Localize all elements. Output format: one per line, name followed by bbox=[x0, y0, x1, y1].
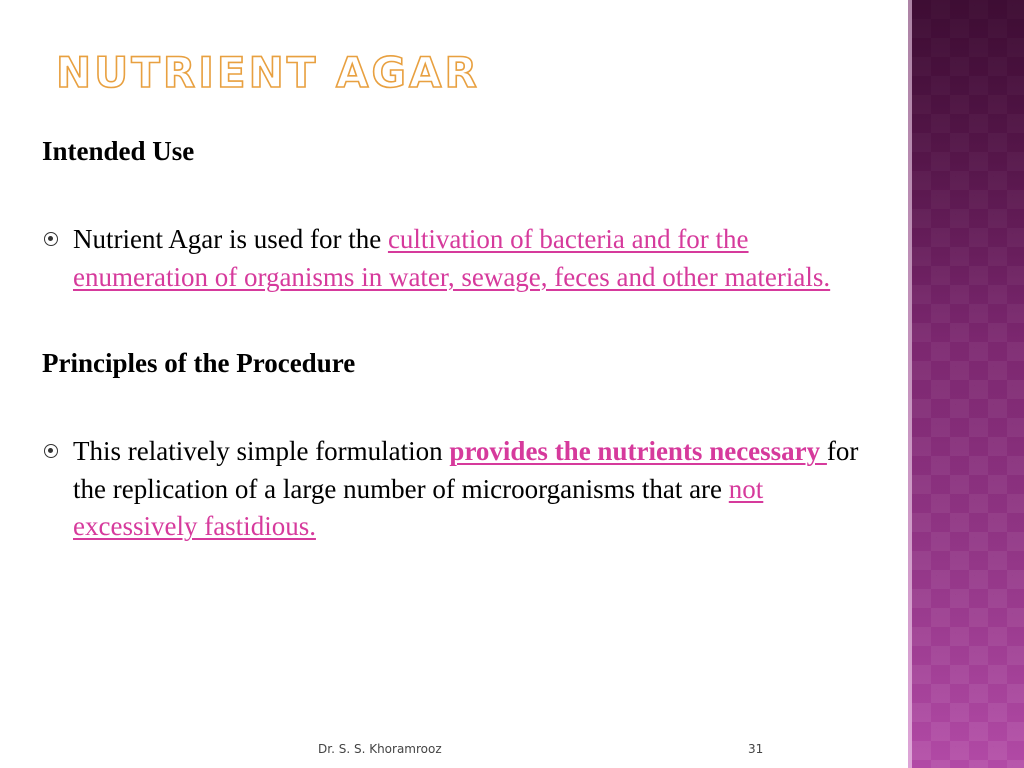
bullet-text: This relatively simple formulation bbox=[73, 436, 450, 466]
circled-dot-bullet-icon bbox=[44, 232, 58, 246]
section-heading-principles: Principles of the Procedure bbox=[42, 348, 356, 378]
bullet-text: Nutrient Agar is used for the bbox=[73, 224, 388, 254]
page-number: 31 bbox=[748, 742, 764, 756]
footer-author: Dr. S. S. Khoramrooz bbox=[318, 742, 442, 756]
decorative-side-band bbox=[912, 0, 1024, 768]
bullet-principles bbox=[42, 433, 862, 546]
circled-dot-bullet-icon bbox=[44, 444, 58, 458]
highlighted-bold-text: provides the nutrients necessary bbox=[449, 436, 827, 466]
highlighted-text: not excessively fastidious. bbox=[73, 473, 764, 541]
slide-content bbox=[42, 132, 862, 546]
bullet-text-middle: for the replication of a large number of microorganisms that are bbox=[73, 436, 859, 504]
section-heading-intended-use: Intended Use bbox=[42, 136, 195, 166]
highlighted-text: cultivation of bacteria and for the enumeration of organisms in water, sewage, feces and other materials. bbox=[73, 224, 831, 292]
slide-title: NUTRIENT AGAR bbox=[56, 48, 480, 97]
bullet-intended-use bbox=[42, 221, 862, 296]
